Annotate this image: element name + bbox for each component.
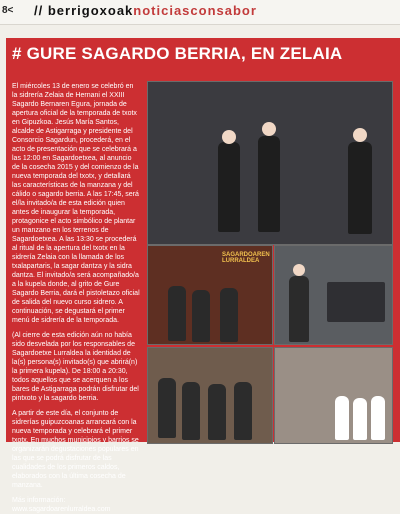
grill <box>327 282 385 322</box>
photo-sign: SAGARDOAREN LURRALDEA <box>222 252 270 264</box>
person-figure <box>158 378 176 438</box>
photo-2 <box>147 245 273 345</box>
person-figure <box>218 142 240 232</box>
person-figure <box>234 382 252 440</box>
photo-main <box>147 81 393 245</box>
person-figure <box>258 136 280 232</box>
person-head <box>262 122 276 136</box>
info-url: www.sagardoarenlurraldea.com <box>12 506 111 513</box>
dancer-figure <box>371 396 385 440</box>
person-head <box>293 264 305 276</box>
article-title: # GURE SAGARDO BERRIA, EN ZELAIA <box>12 44 343 63</box>
info-label: Más información: <box>12 497 66 504</box>
article-text <box>12 82 140 514</box>
person-figure <box>182 382 200 440</box>
paragraph-3: A partir de este día, el conjunto de sidrerías guipuzcoanas arrancará con la nueva temporada y celebrará el primer txotx. En muchos municipios y barrios se organizarán degustaciones populares en las que se podrá disfrutar de las cualidades de los primeros caldos, elaborados con la última cosecha de manzana. <box>12 410 139 489</box>
brand-left: berrigoxoak <box>47 3 134 18</box>
person-head <box>353 128 367 142</box>
paragraph-2: (Al cierre de esta edición aún no había sido desvelada por los responsables de Sagardoetxe Lurraldea la identidad de la(s) persona(s) invitado(s) que abrirá(n) la primera kupela). De 18:00 a 20:30, todos aquellos que se acerquen a los bares de Astigarraga podrán disfrutar del pintxoto y la sagardo berria. <box>12 332 139 402</box>
person-figure <box>168 286 186 341</box>
separator: // <box>34 3 44 18</box>
photo-3 <box>274 245 393 345</box>
person-figure <box>220 288 238 342</box>
page-header <box>0 0 400 25</box>
brand-title <box>34 3 257 18</box>
photo-4 <box>147 347 273 444</box>
brand-right: noticiasconsabor <box>133 3 257 18</box>
article-panel <box>6 38 400 513</box>
person-head <box>222 130 236 144</box>
photo-5 <box>274 347 393 444</box>
person-figure <box>208 384 226 440</box>
person-figure <box>348 142 372 234</box>
dancer-figure <box>353 398 367 440</box>
person-figure <box>289 276 309 342</box>
person-figure <box>192 290 210 342</box>
dancer-figure <box>335 396 349 440</box>
paragraph-1: El miércoles 13 de enero se celebró en la sidrería Zelaia de Hernani el XXIII Sagardo Bernaren Egura, jornada de apertura oficial de la temporada de txotx en Gipuzkoa. Jesús María Santos, alcalde de Astigarraga y presidente del Consorcio Sagardun, procederá, en el acto de presentación que se celebrará a las 12:00 en Sagardoetxea, al anuncio de la cosecha 2015 y del comienzo de la nueva temporada del txotx, y detallará las características de la manzana y del cálido o sagardo berria. A las 17:45, será el/la invitado/a de esta edición quien antes de inaugurar la temporada, protagonice el acto simbólico de plantar un manzano en los terrenos de Sagardoetxea. A las 13:30 se procederá al ritual de la apertura del txotx en la sidrería Zelaia con la llamada de los txalapartaris, la sagar dantza y la sidra dantza. El invitado/a será acompañado/a a la kupela donde, al grito de Gure Sagardo Berria, dará el pistoletazo oficial de salida del nuevo curso sidrero. A continuación, se degustará el primer menú de sidrería de la temporada. <box>12 83 140 324</box>
page-marker: 8< <box>2 5 14 16</box>
